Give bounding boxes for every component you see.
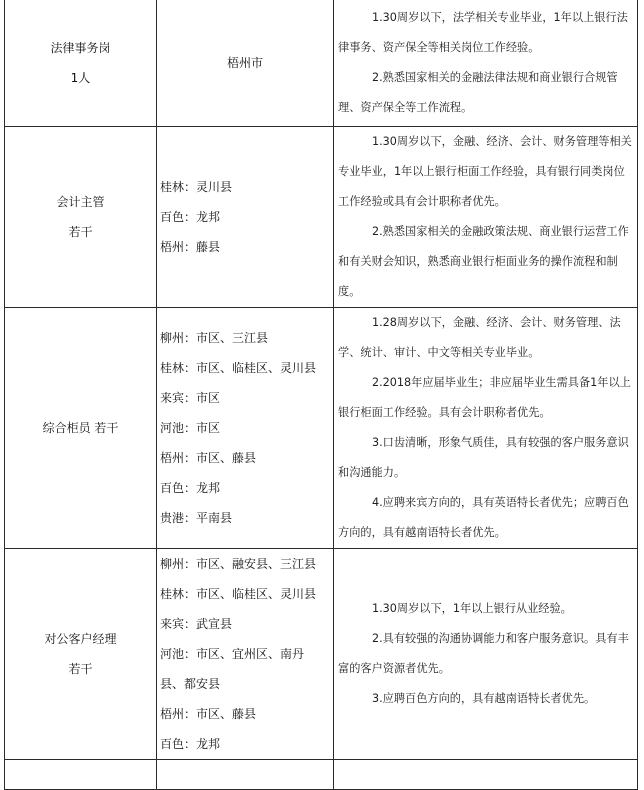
location-cell bbox=[157, 308, 334, 549]
requirement-item: 2.熟悉国家相关的金融法律法规和商业银行合规管理、资产保全等工作流程。 bbox=[338, 71, 618, 114]
table-row bbox=[5, 0, 638, 127]
position-name: 对公客户经理 bbox=[44, 632, 117, 646]
position-cell bbox=[5, 549, 157, 760]
location-line: 百色：龙邦 bbox=[160, 737, 221, 751]
requirement-item: 3.口齿清晰，形象气质佳，具有较强的客户服务意识和沟通能力。 bbox=[338, 436, 629, 479]
requirements-cell bbox=[334, 127, 638, 308]
location-cell bbox=[157, 0, 334, 127]
location-line: 柳州：市区、三江县 bbox=[160, 331, 269, 345]
table-row bbox=[5, 127, 638, 308]
table-row bbox=[5, 308, 638, 549]
empty-cell bbox=[157, 760, 334, 790]
requirement-item: 2.熟悉国家相关的金融政策法规、商业银行运营工作和有关财会知识，熟悉商业银行柜面业务的操作流程和制度。 bbox=[338, 225, 629, 298]
location-line: 梧州：市区、藤县 bbox=[160, 451, 257, 465]
empty-cell bbox=[334, 760, 638, 790]
position-cell bbox=[5, 127, 157, 308]
requirement-item: 2.2018年应届毕业生；非应届毕业生需具备1年以上银行柜面工作经验。具有会计职称者优先。 bbox=[338, 376, 631, 419]
table-row bbox=[5, 549, 638, 760]
location-line: 河池：市区 bbox=[160, 421, 221, 435]
requirement-item: 3.应聘百色方向的，具有越南语特长者优先。 bbox=[372, 692, 596, 705]
requirements-cell bbox=[334, 308, 638, 549]
position-cell bbox=[5, 0, 157, 127]
position-name: 会计主管 bbox=[56, 195, 105, 209]
location-line: 梧州：藤县 bbox=[160, 240, 221, 254]
requirement-item: 1.30周岁以下，1年以上银行从业经验。 bbox=[372, 602, 572, 615]
location-line: 梧州：市区、藤县 bbox=[160, 707, 257, 721]
empty-cell bbox=[5, 760, 157, 790]
position-count: 若干 bbox=[68, 662, 93, 676]
location-line: 梧州市 bbox=[226, 56, 263, 70]
requirement-item: 4.应聘来宾方向的，具有英语特长者优先；应聘百色方向的，具有越南语特长者优先。 bbox=[338, 496, 629, 539]
location-line: 柳州：市区、融安县、三江县 bbox=[160, 557, 317, 571]
location-line: 桂林：市区、临桂区、灵川县 bbox=[160, 361, 317, 375]
location-line: 河池：市区、宜州区、南丹县、都安县 bbox=[160, 647, 305, 691]
table-row bbox=[5, 760, 638, 790]
location-cell bbox=[157, 127, 334, 308]
location-line: 来宾：武宣县 bbox=[160, 617, 233, 631]
position-name: 综合柜员 若干 bbox=[42, 421, 119, 435]
location-line: 百色：龙邦 bbox=[160, 210, 221, 224]
requirements-cell bbox=[334, 549, 638, 760]
requirement-item: 1.30周岁以下，金融、经济、会计、财务管理等相关专业毕业，1年以上银行柜面工作经验，具有银行同类岗位工作经验或具有会计职称者优先。 bbox=[338, 135, 632, 208]
requirements-cell bbox=[334, 0, 638, 127]
location-line: 桂林：市区、临桂区、灵川县 bbox=[160, 587, 317, 601]
position-name: 法律事务岗 bbox=[50, 41, 111, 55]
location-line: 百色：龙邦 bbox=[160, 481, 221, 495]
location-line: 桂林：灵川县 bbox=[160, 180, 233, 194]
requirement-item: 1.30周岁以下，法学相关专业毕业，1年以上银行法律事务、资产保全等相关岗位工作经验。 bbox=[338, 11, 628, 54]
requirement-item: 1.28周岁以下，金融、经济、会计、财务管理、法学、统计、审计、中文等相关专业毕业。 bbox=[338, 316, 621, 359]
requirement-item: 2.具有较强的沟通协调能力和客户服务意识。具有丰富的客户资源者优先。 bbox=[338, 632, 629, 675]
position-count: 1人 bbox=[70, 71, 91, 85]
job-table bbox=[4, 0, 638, 790]
position-cell bbox=[5, 308, 157, 549]
location-line: 来宾：市区 bbox=[160, 391, 221, 405]
location-cell bbox=[157, 549, 334, 760]
position-count: 若干 bbox=[68, 225, 93, 239]
location-line: 贵港：平南县 bbox=[160, 511, 233, 525]
